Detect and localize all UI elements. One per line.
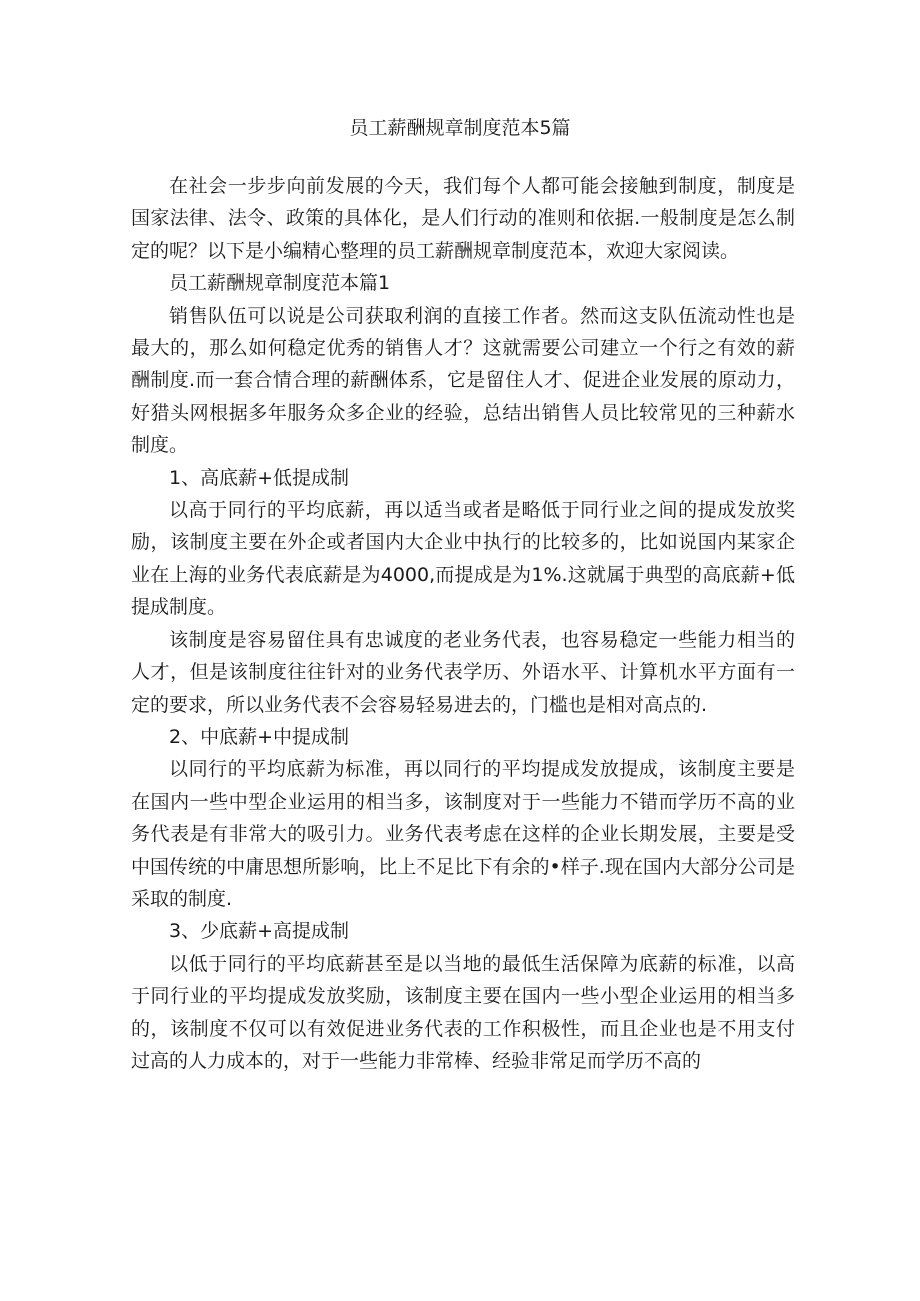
list-heading-1: 1、高底薪+低提成制 (169, 466, 350, 489)
section-heading-1: 员工薪酬规章制度范本篇1 (169, 272, 391, 295)
intro-paragraph: 在社会一步步向前发展的今天，我们每个人都可能会接触到制度，制度是国家法律、法令、政策的具体化，是人们行动的准则和依据.一般制度是怎么制定的呢？以下是小编精心整理的员工薪酬规章制度范本，欢迎大家阅读。 (131, 175, 795, 262)
list-heading-3: 3、少底薪+高提成制 (169, 920, 350, 943)
body-paragraph: 销售队伍可以说是公司获取利润的直接工作者。然而这支队伍流动性也是最大的，那么如何稳定优秀的销售人才？这就需要公司建立一个行之有效的薪酬制度.而一套合情合理的薪酬体系，它是留住人才、促进企业发展的原动力，好猎头网根据多年服务众多企业的经验，总结出销售人员比较常见的三种薪水制度。 (131, 304, 795, 457)
body-paragraph: 该制度是容易留住具有忠诚度的老业务代表，也容易稳定一些能力相当的人才，但是该制度往往针对的业务代表学历、外语水平、计算机水平方面有一定的要求，所以业务代表不会容易轻易进去的，门槛也是相对高点的. (131, 628, 795, 716)
body-paragraph: 以同行的平均底薪为标准，再以同行的平均提成发放提成，该制度主要是在国内一些中型企业运用的相当多，该制度对于一些能力不错而学历不高的业务代表是有非常大的吸引力。业务代表考虑在这样的企业长期发展，主要是受中国传统的中庸思想所影响，比上不足比下有余的•样子.现在国内大部分公司是采取的制度. (131, 758, 795, 910)
document-body (131, 170, 795, 1077)
document-title: 员工薪酬规章制度范本5篇 (349, 117, 571, 139)
list-heading-2: 2、中底薪+中提成制 (169, 725, 350, 748)
body-paragraph: 以低于同行的平均底薪甚至是以当地的最低生活保障为底薪的标准，以高于同行业的平均提成发放奖励，该制度主要在国内一些小型企业运用的相当多的，该制度不仅可以有效促进业务代表的工作积极性，而且企业也是不用支付过高的人力成本的，对于一些能力非常棒、经验非常足而学历不高的 (131, 952, 795, 1072)
body-paragraph: 以高于同行的平均底薪，再以适当或者是略低于同行业之间的提成发放奖励，该制度主要在外企或者国内大企业中执行的比较多的，比如说国内某家企业在上海的业务代表底薪是为4000,而提成是为1%.这就属于典型的高底薪+低提成制度。 (131, 499, 795, 619)
